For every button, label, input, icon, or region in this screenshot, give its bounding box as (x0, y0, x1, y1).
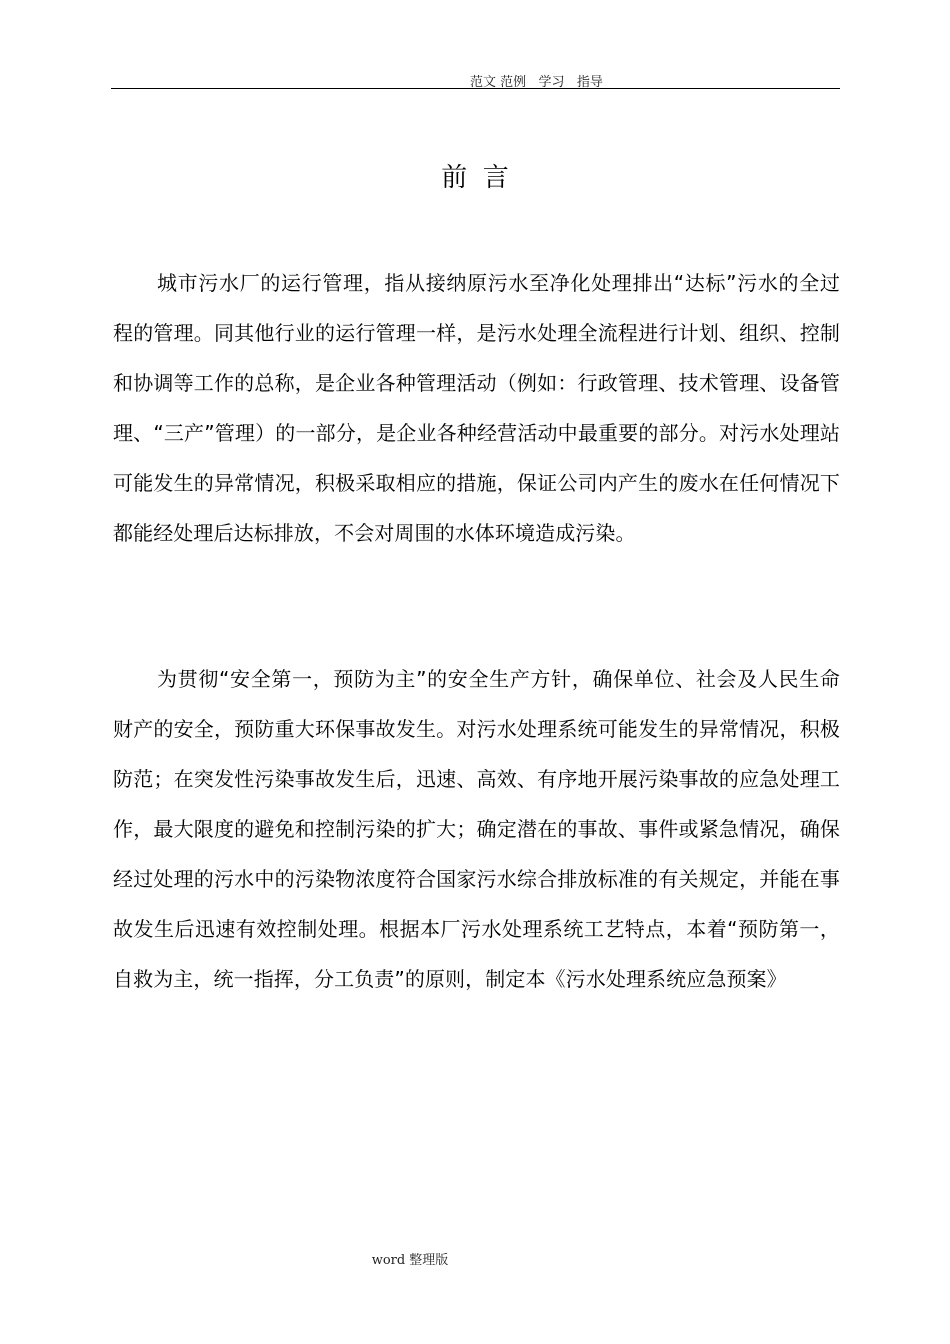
paragraph-block-2 (113, 654, 840, 1004)
header-divider (111, 88, 840, 89)
page-footer-text: word 整理版 (371, 1253, 449, 1268)
body-paragraph: 为贯彻“安全第一，预防为主”的安全生产方针，确保单位、社会及人民生命财产的安全，预防重大环保事故发生。对污水处理系统可能发生的异常情况，积极防范；在突发性污染事故发生后，迅速、高效、有序地开展污染事故的应急处理工作，最大限度的避免和控制污染的扩大；确定潜在的事故、事件或紧急情况，确保经过处理的污水中的污染物浓度符合国家污水综合排放标准的有关规定，并能在事故发生后迅速有效控制处理。根据本厂污水处理系统工艺特点，本着“预防第一，自救为主，统一指挥，分工负责”的原则，制定本《污水处理系统应急预案》 (113, 667, 840, 991)
body-paragraph: 城市污水厂的运行管理，指从接纳原污水至净化处理排出“达标”污水的全过程的管理。同其他行业的运行管理一样，是污水处理全流程进行计划、组织、控制和协调等工作的总称，是企业各种管理活动（例如：行政管理、技术管理、设备管理、“三产”管理）的一部分，是企业各种经营活动中最重要的部分。对污水处理站可能发生的异常情况，积极采取相应的措施，保证公司内产生的废水在任何情况下都能经处理后达标排放，不会对周围的水体环境造成污染。 (113, 271, 840, 545)
document-title: 前言 (441, 163, 525, 193)
paragraph-block-1 (113, 258, 840, 558)
page-header-text: 范文 范例 学习 指导 (470, 75, 603, 90)
